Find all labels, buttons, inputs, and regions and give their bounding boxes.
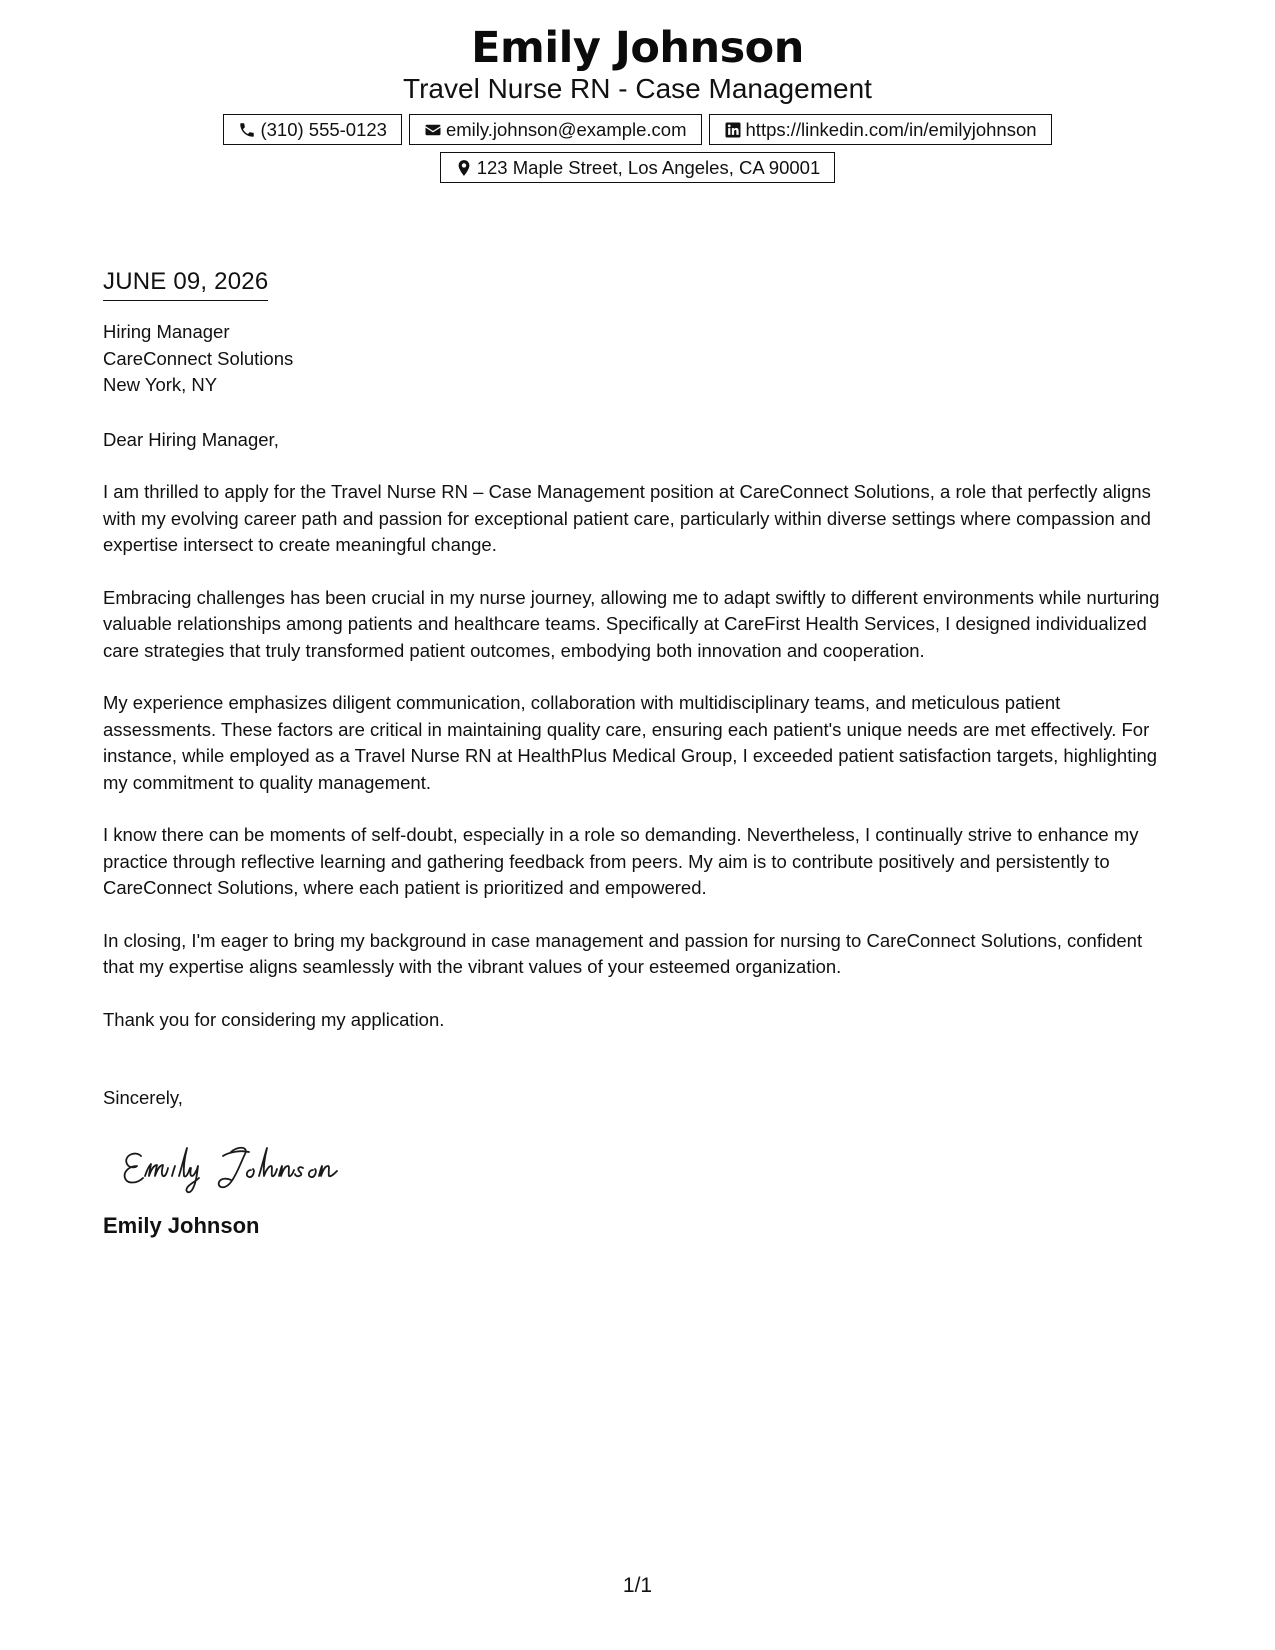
body-paragraph: My experience emphasizes diligent communication, collaboration with multidisciplinary teams, and meticulous patient assessments. These factors are critical in maintaining quality care, ensuring each patient's unique needs are met effectively. For instance, while employed as a Travel Nurse RN at HealthPlus Medical Group, I exceeded patient satisfaction targets, highlighting my commitment to quality management. <box>103 692 1158 793</box>
contact-email <box>409 114 702 145</box>
linkedin-icon <box>724 121 742 139</box>
letter-date: JUNE 09, 2026 <box>103 266 268 301</box>
letter-header <box>0 22 1275 183</box>
body-paragraph: I am thrilled to apply for the Travel Nurse RN – Case Management position at CareConnect Solutions, a role that perfectly aligns with my evolving career path and passion for exceptional patient care, particularly within diverse settings where compassion and expertise intersect to create meaningful change. <box>103 481 1151 555</box>
contact-linkedin-text: https://linkedin.com/in/emilyjohnson <box>745 118 1037 140</box>
handwritten-signature <box>119 1140 359 1196</box>
phone-icon <box>238 121 256 139</box>
contact-address-text: 123 Maple Street, Los Angeles, CA 90001 <box>476 156 821 178</box>
body-paragraph: In closing, I'm eager to bring my background in case management and passion for nursing to CareConnect Solutions, confident that my expertise aligns seamlessly with the vibrant values of your esteemed organization. <box>103 929 1143 977</box>
contact-phone <box>223 114 402 145</box>
closing: Sincerely, <box>103 1087 183 1108</box>
body-paragraph: Embracing challenges has been crucial in my nurse journey, allowing me to adapt swiftly to different environments while nurturing valuable relationships among patients and healthcare teams. Specifically at CareFirst Health Services, I designed individualized care strategies that truly transformed patient outcomes, embodying both innovation and cooperation. <box>103 586 1160 661</box>
contact-email-text: emily.johnson@example.com <box>445 118 687 140</box>
recipient-block <box>103 319 1178 399</box>
contact-address <box>440 152 836 183</box>
salutation: Dear Hiring Manager, <box>103 428 279 450</box>
contact-row <box>0 114 1275 145</box>
recipient-location: New York, NY <box>103 374 218 395</box>
signer-name: Emily Johnson <box>103 1212 260 1238</box>
contact-phone-text: (310) 555-0123 <box>260 118 387 140</box>
contact-linkedin <box>709 114 1052 145</box>
envelope-icon <box>424 121 442 139</box>
page-number: 1/1 <box>622 1574 653 1597</box>
contact-row-address <box>0 152 1275 183</box>
applicant-role: Travel Nurse RN - Case Management <box>403 73 872 104</box>
body-paragraph: Thank you for considering my application. <box>103 1008 445 1030</box>
letter-body <box>103 266 1178 1240</box>
body-paragraph: I know there can be moments of self-doubt, especially in a role so demanding. Nevertheless, I continually strive to enhance my practice through reflective learning and gathering feedback from peers. My aim is to contribute positively and persistently to CareConnect Solutions, where each patient is prioritized and empowered. <box>103 824 1139 898</box>
recipient-company: CareConnect Solutions <box>103 347 294 369</box>
recipient-title: Hiring Manager <box>103 321 230 342</box>
applicant-name: Emily Johnson <box>471 23 804 73</box>
map-marker-icon <box>455 159 473 177</box>
